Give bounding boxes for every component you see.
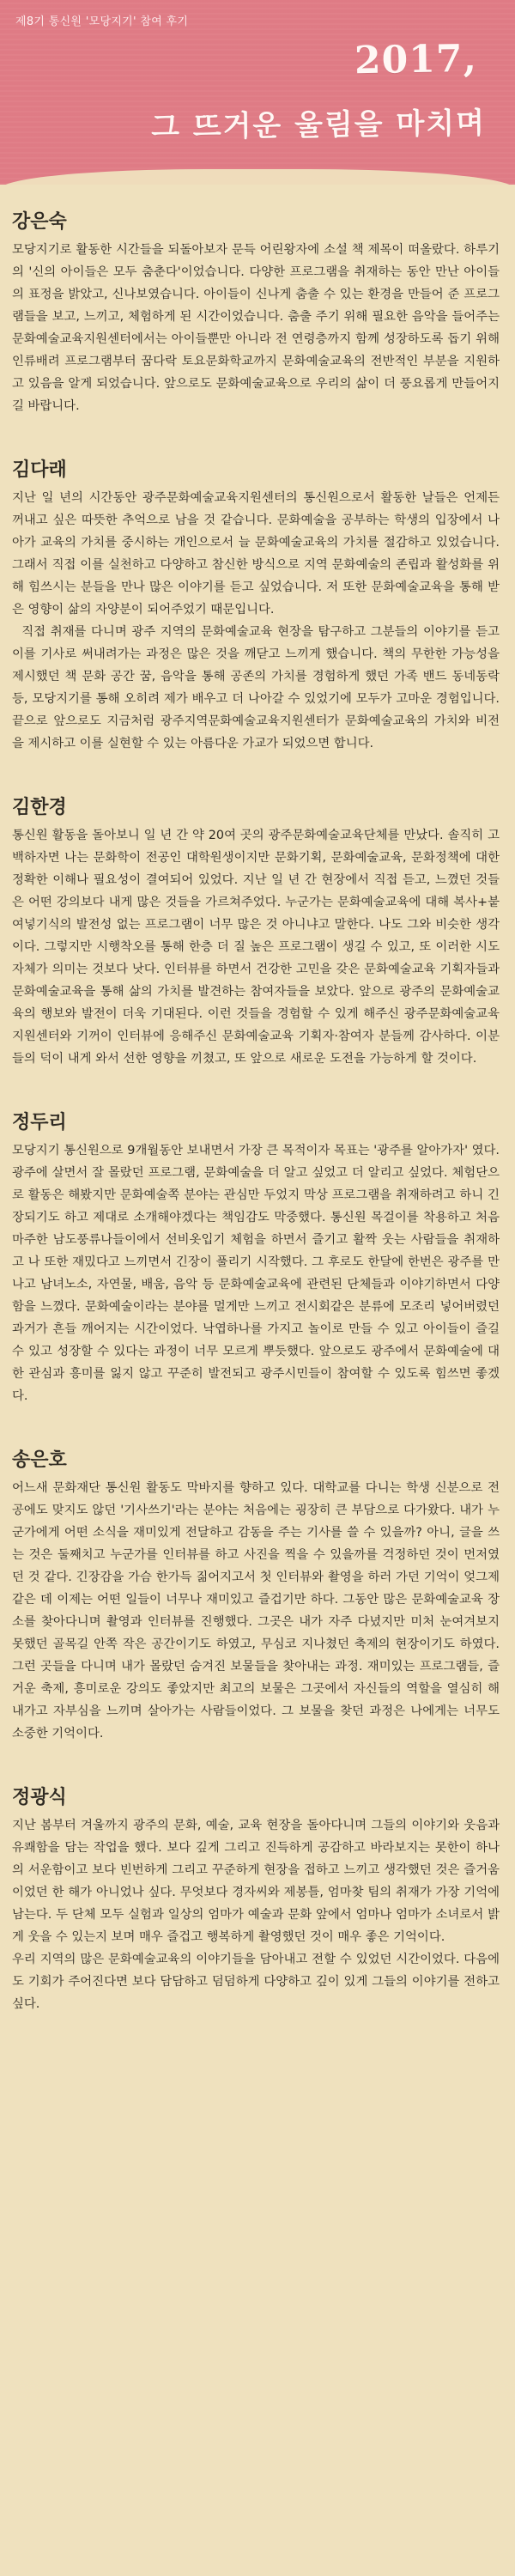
header-year: 2017, bbox=[354, 36, 478, 83]
section-name: 김다래 bbox=[12, 459, 67, 481]
section-body: 모당지기로 활동한 시간들을 되돌아보자 문득 어린왕자에 소설 책 제목이 떠올랐다. 하루기의 '신의 아이들은 모두 춤춘다'이었습니다. 다양한 프로그램을 취재하는 동안 만난 아이들의 표정을 밝았고, 신나보였습니다. 아이들이 신나게 춤출 수 있는 환경을 만들어 준 프로그램들을 보고, 느끼고, 체험하게 된 시간이었습니다. 춤출 주기 위해 필요한 음악을 들어주는 문화예술교육지원센터에서는 아이들뿐만 아니라 전 연령층까지 함께 성장하도록 돕기 위해 인류배려 프로그램부터 꿈다락 토요문화학교까지 문화예술교육의 전반적인 부분을 지원하고 있음을 알게 되었습니다. 앞으로도 문화예술교육으로 우리의 삶이 더 풍요롭게 만들어지길 바랍니다. bbox=[12, 243, 504, 413]
section-body: 통신원 활동을 돌아보니 일 년 간 약 20여 곳의 광주문화예술교육단체를 만났다. 솔직히 고백하자면 나는 문화학이 전공인 대학원생이지만 문화기획, 문화예술교육, 문화정책에 대한 정확한 이해나 필요성이 결여되어 있었다. 지난 일 년 간 현장에서 직접 듣고, 느꼈던 것들은 어떤 강의보다 내게 많은 것들을 가르쳐주었다. 누군가는 문화예술교육에 대해 복사+붙여넣기식의 발전성 없는 프로그램이 너무 많은 것 아니냐고 말한다. 나도 그와 비슷한 생각이다. 그렇지만 시행착오를 통해 한층 더 질 높은 프로그램이 생길 수 있고, 또 이러한 시도 자체가 의미는 것보다 낫다. 인터뷰를 하면서 건강한 고민을 갖은 문화예술교육 기획자들과 문화예술교육을 통해 삶의 가치를 발견하는 참여자들을 보았다. 앞으로 광주의 문화예술교육의 행보와 발전이 더욱 기대된다. 이런 것들을 경험할 수 있게 해주신 광주문화예술교육지원센터와 기꺼이 인터뷰에 응해주신 문화예술교육 기획자·참여자 분들께 감사하다. 이분들의 덕이 내게 와서 선한 영향을 끼쳤고, 또 앞으로 새로운 도전을 가능하게 할 것이다. bbox=[12, 829, 504, 1066]
spacer bbox=[12, 417, 500, 433]
spacer bbox=[12, 1407, 500, 1423]
section-body: 지난 봄부터 겨울까지 광주의 문화, 예술, 교육 현장을 돌아다니며 그들의 이야기와 웃음과 유쾌함을 담는 작업을 했다. 보다 깊게 그리고 진득하게 공감하고 바라보지는 못한이 하나의 서운함이고 보다 빈번하게 그리고 꾸준하게 현장을 접하고 느끼고 생각했던 것은 즐거움이었던 한 해가 아니었나 싶다. 무엇보다 경자씨와 제봉틀, 엄마찾 팀의 취재가 가장 기억에 남는다. 두 단체 모두 실험과 일상의 엄마가 예술과 문화 앞에서 엄마나 엄마가 소녀로서 밝게 웃을 수 있는지 보며 매우 즐겁고 행복하게 촬영했던 것이 매우 좋은 기억이다. 우리 지역의 많은 문화예술교육의 이야기들을 담아내고 전할 수 있었던 시간이었다. 다음에도 기회가 주어진다면 보다 담담하고 덤덤하게 다양하고 깊이 있게 그들의 이야기를 전하고 싶다. bbox=[12, 1819, 500, 2011]
section-kang-eunsook bbox=[12, 185, 504, 417]
section-body: 모당지기 통신원으로 9개월동안 보내면서 가장 큰 목적이자 목표는 '광주를 알아가자' 였다. 광주에 살면서 잘 몰랐던 프로그램, 문화예술을 더 알고 싶었고 더 알리고 싶었다. 체험단으로 활동은 해봤지만 문화예술쪽 분야는 관심만 두었지 막상 프로그램을 취재하려고 하니 긴장되기도 하고 제대로 소개해야겠다는 책임감도 막중했다. 통신원 목걸이를 착용하고 처음 마주한 남도풍류나들이에서 선비옷입기 체험을 하면서 즐기고 활짝 웃는 사람들을 취재하고 나 또한 재밌다고 느끼면서 긴장이 풀리기 시작했다. 그 후로도 한달에 한번은 광주를 만나고 남녀노소, 자연물, 배움, 음악 등 문화예술교육에 관련된 단체들과 이야기하면서 다양함을 느꼈다. 문화예술이라는 분야를 멀게만 느끼고 전시회같은 분류에 모조리 넣어버렸던 과거가 흔들 깨어지는 시간이었다. 낙엽하나를 가지고 놀이로 만들 수 있고 아이들이 즐길 수 있고 성장할 수 있다는 과정이 너무 모르게 뿌듯했다. 앞으로도 광주에서 문화예술에 대한 관심과 흥미를 잃지 않고 꾸준히 발전되고 광주시민들이 참여할 수 있도록 힘쓰면 좋겠다. bbox=[12, 1144, 504, 1403]
header-banner bbox=[0, 0, 515, 185]
section-body: 어느새 문화재단 통신원 활동도 막바지를 향하고 있다. 대학교를 다니는 학생 신분으로 전공에도 맞지도 않던 '기사쓰기'라는 분야는 처음에는 굉장히 큰 부담으로 다가왔다. 내가 누군가에게 어떤 소식을 재미있게 전달하고 감동을 주는 기사를 쓸 수 있을까? 아니, 글을 쓰는 것은 둘째치고 누군가를 인터뷰를 하고 사진을 찍을 수 있을까를 걱정하던 것이 먼저였던 것 같다. 긴장감을 가슴 한가득 짊어지고서 첫 인터뷰와 촬영을 하러 가던 기억이 엊그제 같은 데 이제는 어떤 일들이 너무나 재미있고 즐겁기만 하다. 그동안 많은 문화예술교육 장소를 찾아다니며 촬영과 인터뷰를 진행했다. 그곳은 내가 자주 다녔지만 미처 눈여겨보지 못했던 골목길 안쪽 작은 공간이기도 하였고, 무심코 지나쳤던 축제의 현장이기도 하였다. 그런 곳들을 다니며 내가 몰랐던 숨겨진 보물들을 찾아내는 과정. 재미있는 프로그램들, 즐거운 축제, 흥미로운 강의도 좋았지만 최고의 보물은 그곳에서 자신들의 역할을 열심히 해내가고 자부심을 느끼며 살아가는 사람들이었다. 그 보물을 찾던 과정은 나에게는 너무도 소중한 기억이다. bbox=[12, 1481, 504, 1741]
spacer bbox=[12, 1070, 500, 1085]
spacer bbox=[12, 1745, 500, 1760]
section-name: 김한경 bbox=[12, 796, 67, 818]
section-kim-darae bbox=[12, 433, 500, 755]
section-name: 정광식 bbox=[12, 1786, 67, 1808]
section-jung-gwangsik bbox=[12, 1760, 500, 2015]
section-song-eunho bbox=[12, 1423, 504, 1745]
header-title: 그 뜨거운 울림을 마치며 bbox=[150, 106, 487, 145]
section-name: 정두리 bbox=[12, 1111, 67, 1133]
section-name: 송은호 bbox=[12, 1449, 67, 1471]
section-jung-duri bbox=[12, 1085, 504, 1407]
content bbox=[0, 185, 515, 2015]
header-subtitle: 제8기 통신원 '모당지기' 참여 후기 bbox=[15, 15, 189, 28]
section-kim-hankyung bbox=[12, 770, 504, 1070]
section-name: 강은숙 bbox=[12, 210, 67, 233]
section-body: 지난 일 년의 시간동안 광주문화예술교육지원센터의 통신원으로서 활동한 날들은 언제든 꺼내고 싶은 따뜻한 추억으로 남을 것 같습니다. 문화예술을 공부하는 학생의 입장에서 나아가 교육의 가치를 중시하는 개인으로서 늘 문화예술교육의 가치를 절감하고 있었습니다. 그래서 직접 이를 실천하고 다양하고 참신한 방식으로 지역 문화예술의 존립과 활성화를 위해 힘쓰시는 분들을 만나 많은 이야기를 듣고 싶었습니다. 저 또한 문화예술교육을 통해 받은 영향이 삶의 자양분이 되어주었기 때문입니다. 직접 취재를 다니며 광주 지역의 문화예술교육 현장을 탐구하고 그분들의 이야기를 듣고 이를 기사로 써내려가는 과정은 많은 것을 깨닫고 느끼게 했습니다. 책의 무한한 가능성을 제시했던 책 문화 공간 꿈, 음악을 통해 공존의 가치를 경험하게 했던 가족 밴드 동네동락 등, 모당지기를 통해 오히려 제가 배우고 더 나아갈 수 있었기에 모두가 고마운 경험입니다. 끝으로 앞으로도 지금처럼 광주지역문화예술교육지원센터가 문화예술교육의 가치와 비전을 제시하고 이를 실현할 수 있는 아름다운 가교가 되었으면 합니다. bbox=[12, 491, 500, 750]
spacer bbox=[12, 755, 500, 770]
